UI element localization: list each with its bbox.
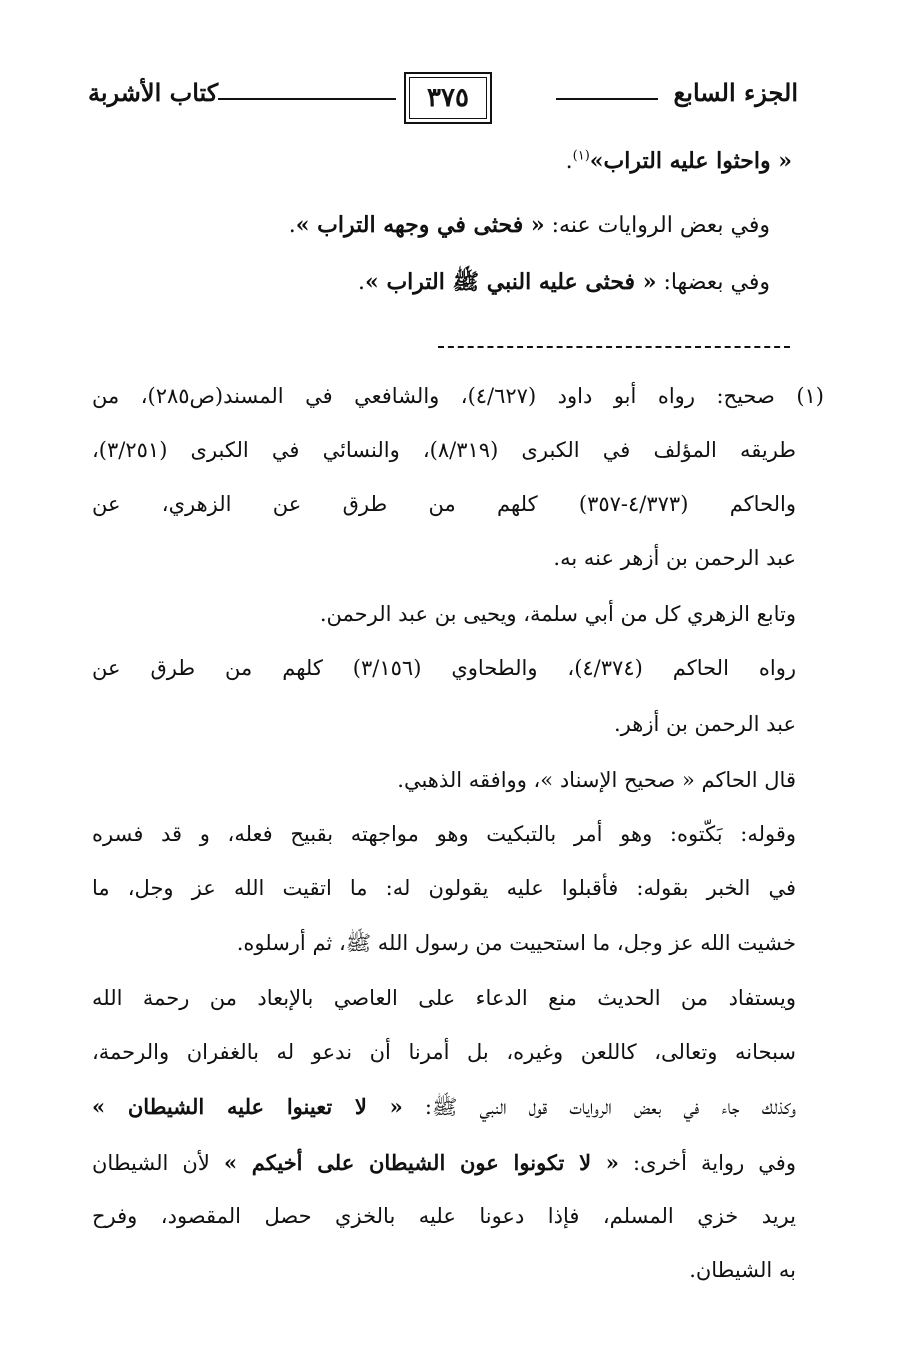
footnote-line: به الشيطان. — [689, 1258, 796, 1282]
running-header — [88, 72, 798, 128]
footnote-divider — [438, 346, 790, 348]
hadith-quote: « فحثى عليه النبي ﷺ التراب » — [365, 269, 657, 295]
hadith-quote: « لا تكونوا عون الشيطان على أخيكم » — [223, 1150, 619, 1175]
footnote-line: في الخبر بقوله: فأقبلوا عليه يقولون له: ما اتقيت الله عز وجل، ما — [92, 876, 796, 900]
book-title: كتاب الأشربة — [88, 78, 219, 107]
footnote-line: ويستفاد من الحديث منع الدعاء على العاصي بالإبعاد من رحمة الله — [92, 986, 796, 1010]
footnote-number: (١) — [796, 384, 824, 408]
page-number: ٣٧٥ — [404, 72, 492, 124]
volume-title: الجزء السابع — [673, 78, 798, 107]
footnote-line: رواه الحاكم (٤/٣٧٤)، والطحاوي (٣/١٥٦) كلهم من طرق عن — [92, 656, 796, 680]
footnote-line: يريد خزي المسلم، فإذا دعونا عليه بالخزي حصل المقصود، وفرح — [92, 1204, 796, 1228]
body-line-2: وفي بعض الروايات عنه: « فحثى في وجهه التراب ». — [288, 212, 770, 238]
hadith-quote: « لا تعينوا عليه الشيطان » — [92, 1094, 403, 1119]
footnote-line: وتابع الزهري كل من أبي سلمة، ويحيى بن عبد الرحمن. — [319, 602, 796, 626]
footnote-line: خشيت الله عز وجل، ما استحييت من رسول الله ﷺ، ثم أرسلوه. — [236, 931, 796, 955]
footnote-ref: (١) — [572, 148, 590, 164]
header-rule-left — [218, 98, 396, 100]
footnote-line: وقوله: بَكّتوه: وهو أمر بالتبكيت وهو مواجهته بقبيح فعله، و قد فسره — [92, 822, 796, 846]
header-rule-right — [556, 98, 658, 100]
body-line-3: وفي بعضها: « فحثى عليه النبي ﷺ التراب ». — [358, 269, 770, 295]
footnote-line: قال الحاكم « صحيح الإسناد »، ووافقه الذهبي. — [397, 768, 796, 792]
footnote-line: طريقه المؤلف في الكبرى (٨/٣١٩)، والنسائي في الكبرى (٣/٢٥١)، — [92, 438, 796, 462]
footnote-line: سبحانه وتعالى، كاللعن وغيره، بل أمرنا أن ندعو له بالغفران والرحمة، — [92, 1040, 796, 1064]
footnote-line: عبد الرحمن بن أزهر. — [614, 712, 796, 736]
footnote-line: (١) صحيح: رواه أبو داود (٤/٦٢٧)، والشافعي في المسند(ص٢٨٥)، من — [92, 384, 824, 408]
hadith-quote: « فحثى في وجهه التراب » — [295, 212, 545, 238]
footnote-line: وفي رواية أخرى: « لا تكونوا عون الشيطان على أخيكم » لأن الشيطان — [92, 1150, 796, 1175]
hadith-quote: « واحثوا عليه التراب» — [589, 148, 792, 174]
footnote-line: والحاكم (٤/٣٧٣-٣٥٧) كلهم من طرق عن الزهري، عن — [92, 492, 796, 516]
footnote-line: عبد الرحمن بن أزهر عنه به. — [553, 546, 796, 570]
footnote-line: وكذلك جاء في بعض الروايات قول النبي ﷺ: « لا تعينوا عليه الشيطان » — [92, 1094, 796, 1119]
body-line-1: « واحثوا عليه التراب»$^{(١)}$. — [565, 148, 792, 174]
